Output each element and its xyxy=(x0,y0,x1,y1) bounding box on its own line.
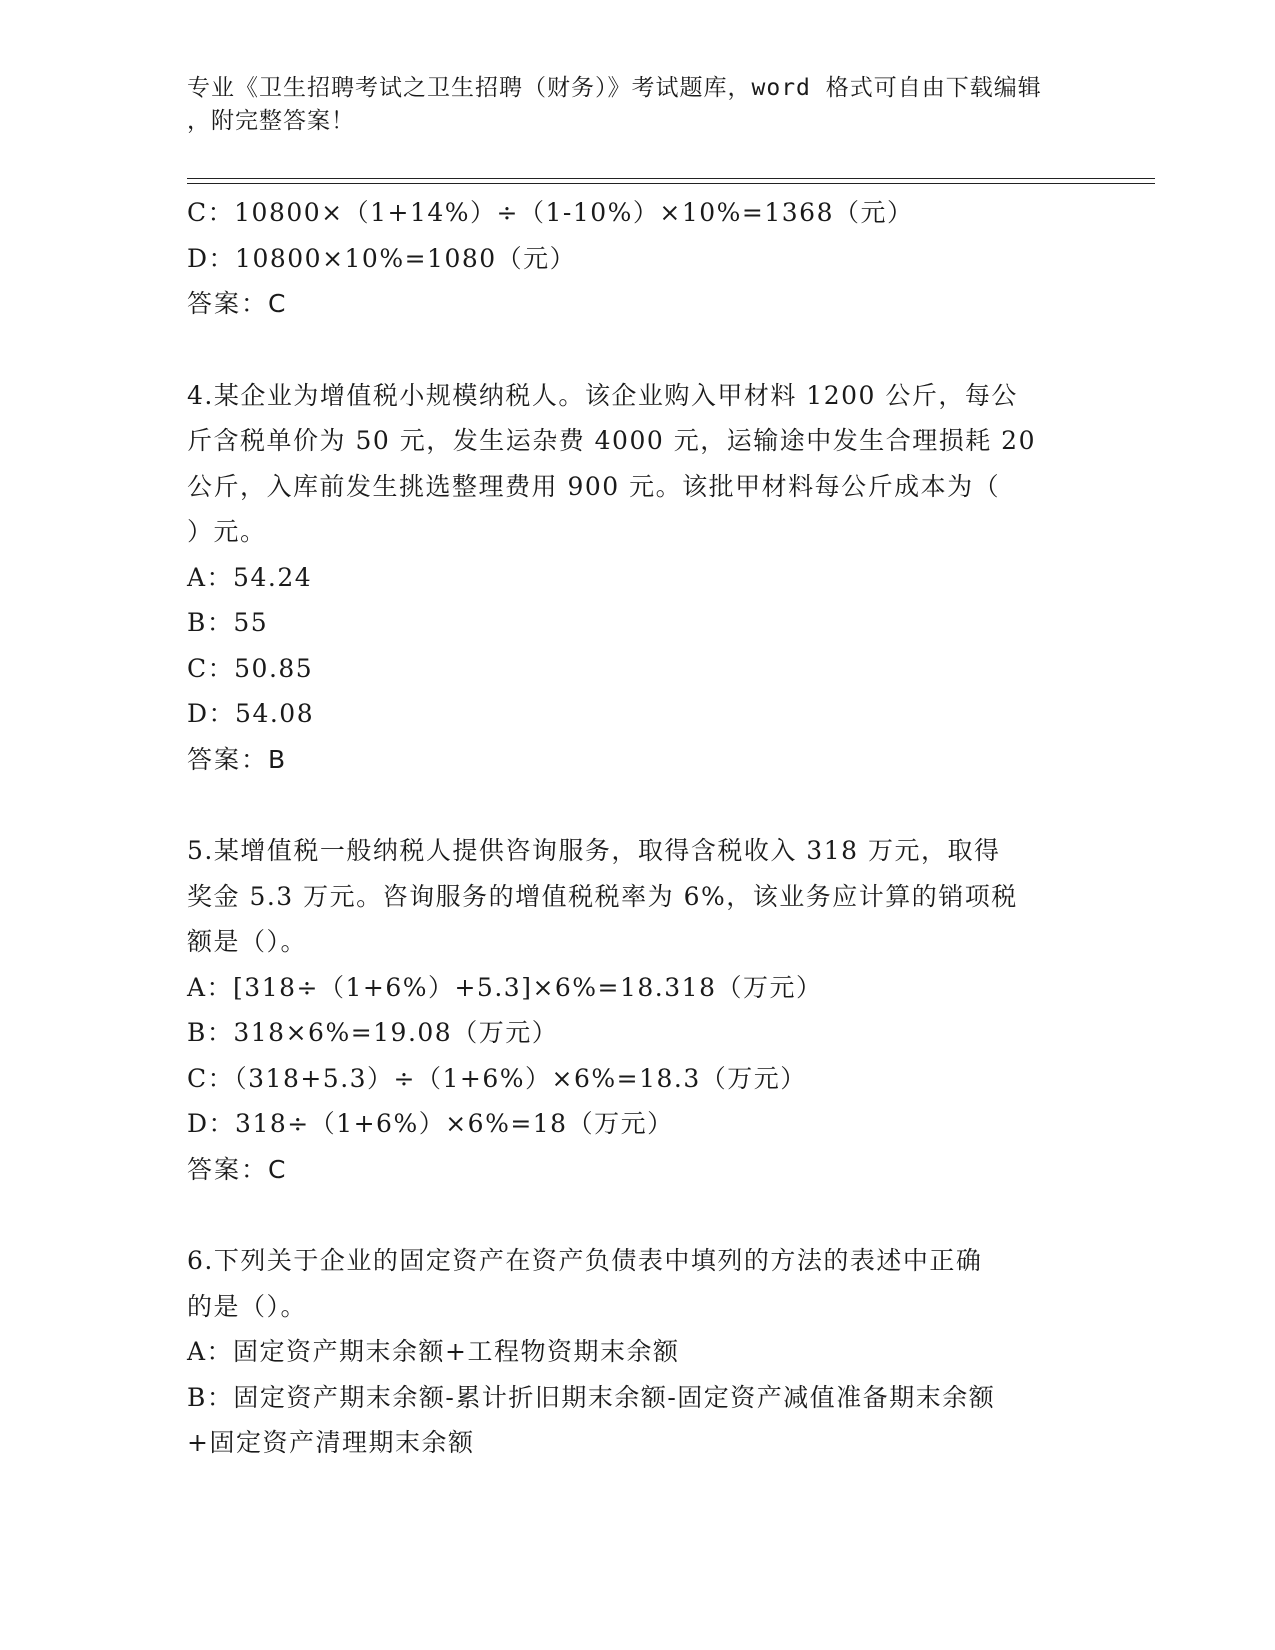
question-4 xyxy=(187,373,1087,783)
q5-option-a: A：[318÷（1+6%）+5.3]×6%=18.318（万元） xyxy=(187,972,823,1002)
q3-option-c: C：10800×（1+14%）÷（1-10%）×10%=1368（元） xyxy=(187,198,914,227)
q4-stem-line-2: 斤含税单价为 50 元，发生运杂费 4000 元，运输途中发生合理损耗 20 xyxy=(187,426,1036,455)
q6-stem-line-2: 的是（）。 xyxy=(187,1291,308,1321)
q4-stem-line-1: 4.某企业为增值税小规模纳税人。该企业购入甲材料 1200 公斤，每公 xyxy=(187,380,1018,410)
q4-option-d: D：54.08 xyxy=(187,699,315,728)
q5-stem-line-2: 奖金 5.3 万元。咨询服务的增值税税率为 6%，该业务应计算的销项税 xyxy=(187,881,1018,911)
question-content xyxy=(187,190,1087,1466)
q5-stem-line-3: 额是（）。 xyxy=(187,927,308,956)
header-title-line: 专业《卫生招聘考试之卫生招聘（财务）》考试题库，word 格式可自由下载编辑 xyxy=(187,75,1042,101)
q6-option-b-line-2: +固定资产清理期末余额 xyxy=(187,1428,475,1457)
header-divider-top xyxy=(187,178,1155,179)
q4-stem-line-4: ）元。 xyxy=(187,517,267,546)
q6-option-a: A：固定资产期末余额+工程物资期末余额 xyxy=(187,1337,680,1366)
q3-answer: 答案：C xyxy=(187,289,288,318)
q5-stem-line-1: 5.某增值税一般纳税人提供咨询服务，取得含税收入 318 万元，取得 xyxy=(187,836,1001,865)
q4-option-a: A：54.24 xyxy=(187,562,313,592)
q4-stem-line-3: 公斤，入库前发生挑选整理费用 900 元。该批甲材料每公斤成本为（ xyxy=(187,471,1001,501)
question-5 xyxy=(187,828,1087,1192)
q5-option-c: C：（318+5.3）÷（1+6%）×6%=18.3（万元） xyxy=(187,1063,807,1093)
document-header xyxy=(187,72,1067,138)
q6-stem-line-1: 6.下列关于企业的固定资产在资产负债表中填列的方法的表述中正确 xyxy=(187,1246,983,1275)
q4-answer: 答案：B xyxy=(187,744,288,774)
q5-answer: 答案：C xyxy=(187,1154,288,1184)
q5-option-b: B：318×6%=19.08（万元） xyxy=(187,1018,559,1047)
question-3 xyxy=(187,190,1087,327)
q6-option-b-line-1: B：固定资产期末余额-累计折旧期末余额-固定资产减值准备期末余额 xyxy=(187,1382,996,1412)
q5-option-d: D：318÷（1+6%）×6%=18（万元） xyxy=(187,1109,674,1138)
header-subtitle-line: ，附完整答案！ xyxy=(187,108,355,134)
q3-option-d: D：10800×10%=1080（元） xyxy=(187,243,577,273)
header-divider-bottom xyxy=(187,183,1155,184)
question-6 xyxy=(187,1238,1087,1466)
q4-option-b: B：55 xyxy=(187,608,269,637)
q4-option-c: C：50.85 xyxy=(187,653,314,683)
